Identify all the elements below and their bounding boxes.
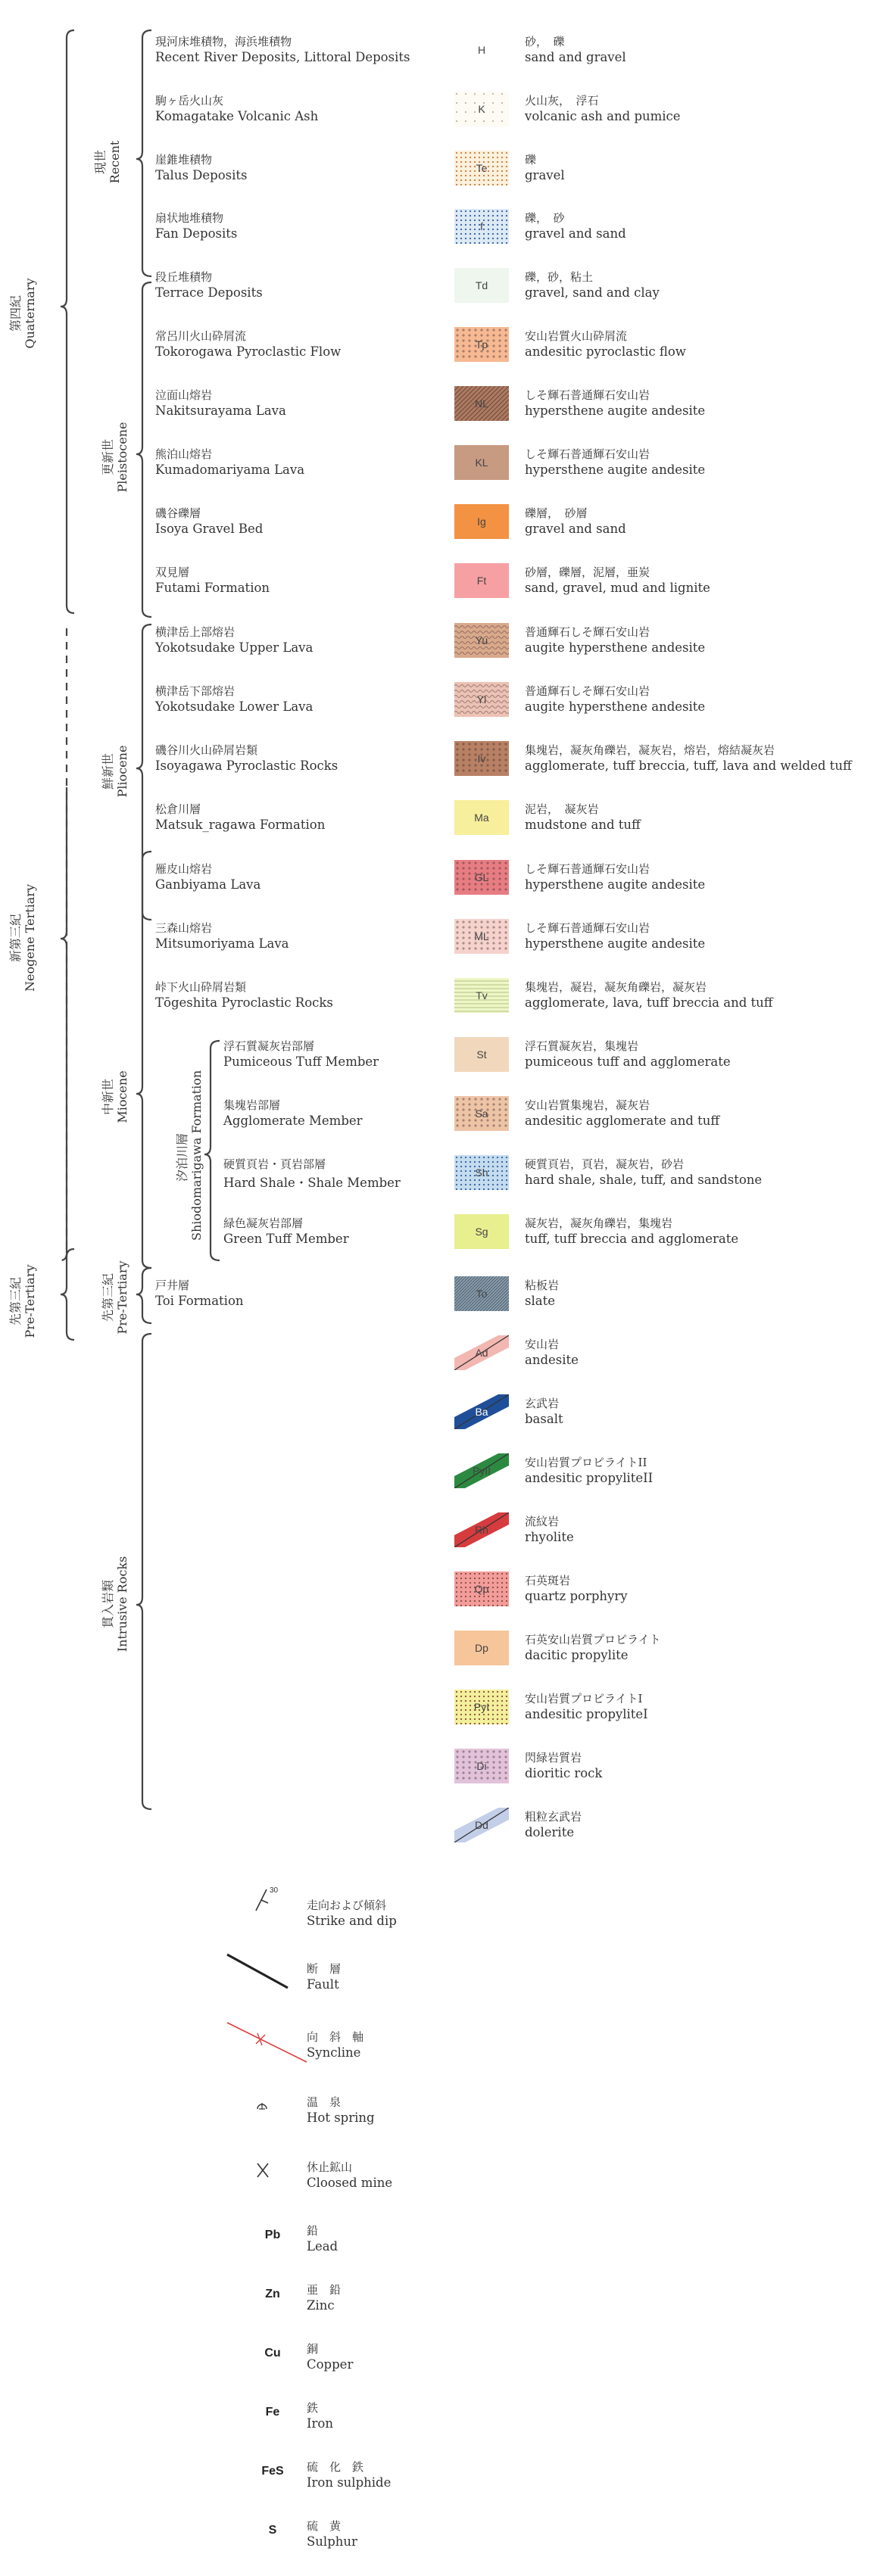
lithology-jp: しそ輝石普通輝石安山岩 xyxy=(525,862,650,876)
lithology-jp: 普通輝石しそ輝石安山岩 xyxy=(525,625,650,639)
legend-swatch xyxy=(454,682,509,717)
epoch-label-pliocene xyxy=(101,711,129,832)
unit-name-jp: 磯谷川火山砕屑岩類 xyxy=(155,743,258,757)
swatch-code: Tp xyxy=(475,338,488,350)
era-label-pre-tertiary xyxy=(8,1241,37,1362)
symbol-label-en: Sulphur xyxy=(307,2534,357,2549)
unit-name-en: Isoyagawa Pyroclastic Rocks xyxy=(155,758,338,773)
lithology-en: agglomerate, tuff breccia, tuff, lava and welded tuff xyxy=(525,758,852,773)
lithology-en: rhyolite xyxy=(525,1530,574,1544)
lithology-en: hard shale, shale, tuff, and sandstone xyxy=(525,1173,763,1187)
swatch-code: PyII xyxy=(472,1465,491,1477)
swatch-code: Te xyxy=(476,162,488,174)
unit-name-en: Agglomerate Member xyxy=(223,1114,363,1128)
symbol-label-jp: 銅 xyxy=(307,2342,319,2356)
symbol-label-jp: 休止鉱山 xyxy=(307,2160,353,2174)
legend-swatch xyxy=(454,1335,509,1370)
legend-swatch xyxy=(454,268,509,303)
lithology-jp: 普通輝石しそ輝石安山岩 xyxy=(525,684,650,698)
unit-name-en: Futami Formation xyxy=(155,581,270,595)
unit-name-jp: 双見層 xyxy=(155,565,190,579)
unit-name-jp: 駒ヶ岳火山灰 xyxy=(155,94,224,107)
lithology-en: andesitic agglomerate and tuff xyxy=(525,1114,720,1128)
lithology-en: quartz porphyry xyxy=(525,1589,628,1603)
lithology-jp: 流紋岩 xyxy=(525,1515,560,1528)
legend-swatch xyxy=(454,978,509,1013)
unit-name-jp: 集塊岩部層 xyxy=(223,1098,281,1112)
era-label-en: Neogene Tertiary xyxy=(23,884,37,992)
legend-swatch xyxy=(454,1690,509,1724)
lithology-en: andesitic propyliteI xyxy=(525,1707,648,1721)
legend-swatch xyxy=(454,1096,509,1131)
lithology-jp: 閃緑岩質岩 xyxy=(525,1751,582,1765)
epoch-label-en: Pleistocene xyxy=(115,422,129,493)
lithology-en: dolerite xyxy=(525,1825,575,1839)
unit-name-en: Pumiceous Tuff Member xyxy=(223,1054,379,1069)
swatch-code: Dp xyxy=(475,1642,488,1654)
unit-name-jp: 泣面山熔岩 xyxy=(155,388,213,402)
epoch-label-pleistocene xyxy=(101,397,129,518)
swatch-code: Dd xyxy=(475,1819,488,1831)
epoch-label-jp: 鮮新世 xyxy=(101,753,115,790)
lithology-jp: 安山岩質集塊岩，凝灰岩 xyxy=(525,1098,650,1112)
lithology-en: dacitic propylite xyxy=(525,1648,629,1662)
lithology-en: andesitic pyroclastic flow xyxy=(525,344,686,359)
lithology-jp: 砂層，礫層，泥層，亜炭 xyxy=(525,565,650,579)
swatch-code: Yu xyxy=(475,634,488,646)
lithology-jp: 石英安山岩質プロピライト xyxy=(525,1633,661,1646)
lithology-en: hypersthene augite andesite xyxy=(525,936,706,951)
symbol-label-jp: 温 泉 xyxy=(307,2095,342,2109)
lithology-en: hypersthene augite andesite xyxy=(525,877,706,892)
symbol-label-en: Zinc xyxy=(307,2298,335,2313)
unit-name-en: Kumadomariyama Lava xyxy=(155,463,305,477)
unit-name-en: Komagatake Volcanic Ash xyxy=(155,109,319,123)
lithology-jp: 安山岩質プロピライトII xyxy=(525,1456,647,1469)
lithology-en: basalt xyxy=(525,1412,563,1426)
legend-swatch xyxy=(454,1155,509,1190)
swatch-code: PyI xyxy=(473,1701,490,1713)
symbol-label-en: Cloosed mine xyxy=(307,2176,393,2190)
lithology-jp: 礫 xyxy=(525,153,537,167)
legend-swatch xyxy=(454,1808,509,1842)
epoch-label-jp: 更新世 xyxy=(101,439,115,476)
legend-swatch xyxy=(454,741,509,776)
lithology-jp: 礫層， 砂層 xyxy=(525,506,588,520)
epoch-label-jp: 貫入岩類 xyxy=(101,1580,115,1629)
formation-label-jp: 汐泊川層 xyxy=(175,1133,189,1182)
lithology-jp: 砂， 礫 xyxy=(525,35,565,48)
legend-swatch xyxy=(454,327,509,362)
lithology-jp: 礫，砂，粘土 xyxy=(525,270,594,284)
legend-swatch xyxy=(454,386,509,421)
legend-swatch xyxy=(454,33,509,67)
swatch-code: Iv xyxy=(477,752,486,765)
swatch-code: Tv xyxy=(476,989,488,1001)
lithology-en: gravel and sand xyxy=(525,522,626,536)
formation-label-en: Shiodomarigawa Formation xyxy=(189,1070,204,1241)
epoch-label-en: Pre-Tertiary xyxy=(115,1260,129,1335)
lithology-jp: 集塊岩，凝灰角礫岩，凝灰岩，熔岩，熔結凝灰岩 xyxy=(525,743,775,757)
swatch-code: Di xyxy=(476,1760,487,1772)
formation-label-shiodomarigawa xyxy=(175,1070,204,1241)
legend-swatch xyxy=(454,1394,509,1429)
unit-name-jp: 熊泊山熔岩 xyxy=(155,447,213,461)
swatch-code: Yl xyxy=(476,693,487,706)
legend-swatch xyxy=(454,919,509,954)
legend-swatch xyxy=(454,1037,509,1072)
symbol-label-jp: 亜 鉛 xyxy=(307,2283,342,2297)
swatch-code: Sa xyxy=(475,1107,488,1120)
unit-name-jp: 浮石質凝灰岩部層 xyxy=(223,1039,315,1053)
lithology-en: augite hypersthene andesite xyxy=(525,640,706,655)
lithology-en: sand, gravel, mud and lignite xyxy=(525,581,710,595)
symbol-label-jp: 鉄 xyxy=(307,2401,319,2415)
swatch-code: Ft xyxy=(476,575,487,587)
unit-name-jp: 磯谷礫層 xyxy=(155,506,201,520)
symbol-label-jp: 硫 化 鉄 xyxy=(307,2460,364,2474)
lithology-jp: しそ輝石普通輝石安山岩 xyxy=(525,921,650,935)
lithology-jp: 泥岩， 凝灰岩 xyxy=(525,802,599,816)
lithology-en: augite hypersthene andesite xyxy=(525,699,706,714)
unit-name-en: Nakitsurayama Lava xyxy=(155,403,286,418)
unit-name-jp: 崖錐堆積物 xyxy=(155,153,213,167)
lithology-jp: しそ輝石普通輝石安山岩 xyxy=(525,388,650,402)
swatch-code: Ba xyxy=(475,1406,488,1418)
unit-name-en: Terrace Deposits xyxy=(155,285,263,300)
mineral-symbol: Pb xyxy=(264,2229,281,2241)
swatch-code: Rh xyxy=(475,1524,488,1536)
fault-icon xyxy=(227,1955,318,2008)
unit-name-en: Yokotsudake Upper Lava xyxy=(155,640,314,655)
unit-name-jp: 常呂川火山砕屑流 xyxy=(155,329,247,343)
swatch-code: Ig xyxy=(477,516,486,528)
legend-swatch xyxy=(454,92,509,126)
swatch-code: H xyxy=(477,44,486,56)
symbol-label-en: Strike and dip xyxy=(307,1914,397,1928)
unit-name-jp: 松倉川層 xyxy=(155,802,201,816)
legend-swatch xyxy=(454,209,509,244)
symbol-label-jp: 走向および傾斜 xyxy=(307,1899,387,1912)
swatch-code: K xyxy=(478,103,485,115)
legend-swatch xyxy=(454,1749,509,1783)
legend-swatch xyxy=(454,1276,509,1311)
symbol-label-jp: 鉛 xyxy=(307,2224,319,2238)
legend-swatch xyxy=(454,563,509,598)
legend-swatch xyxy=(454,151,509,185)
epoch-label-jp: 現世 xyxy=(93,150,108,175)
symbol-label-en: Iron xyxy=(307,2416,333,2431)
epoch-label-en: Miocene xyxy=(115,1070,129,1123)
epoch-label-en: Pliocene xyxy=(115,745,129,798)
legend-swatch xyxy=(454,800,509,835)
unit-name-en: Isoya Gravel Bed xyxy=(155,522,264,536)
unit-name-en: Hard Shale・Shale Member xyxy=(223,1176,401,1190)
legend-swatch xyxy=(454,504,509,539)
lithology-en: hypersthene augite andesite xyxy=(525,403,706,418)
era-label-jp: 新第三紀 xyxy=(8,914,23,963)
syncline-icon xyxy=(227,2023,318,2076)
lithology-jp: 凝灰岩，凝灰角礫岩，集塊岩 xyxy=(525,1216,673,1230)
swatch-code: KL xyxy=(475,456,488,469)
era-label-quaternary xyxy=(8,253,37,374)
swatch-code: Qp xyxy=(474,1583,489,1595)
lithology-en: hypersthene augite andesite xyxy=(525,463,706,477)
lithology-en: sand and gravel xyxy=(525,50,626,64)
lithology-en: agglomerate, lava, tuff breccia and tuff xyxy=(525,995,773,1010)
epoch-label-jp: 先第三紀 xyxy=(101,1273,115,1322)
unit-name-jp: 横津岳下部熔岩 xyxy=(155,684,236,698)
epoch-label-en: Intrusive Rocks xyxy=(115,1556,129,1652)
legend-swatch xyxy=(454,623,509,658)
unit-name-en: Yokotsudake Lower Lava xyxy=(155,699,314,714)
symbol-label-jp: 向 斜 軸 xyxy=(307,2030,364,2044)
unit-name-jp: 戸井層 xyxy=(155,1279,190,1292)
era-label-en: Quaternary xyxy=(23,278,37,349)
symbol-label-en: Fault xyxy=(307,1977,339,1992)
unit-name-en: Talus Deposits xyxy=(155,168,248,182)
unit-name-en: Tokorogawa Pyroclastic Flow xyxy=(155,344,342,359)
mineral-symbol: Cu xyxy=(264,2347,281,2360)
lithology-en: pumiceous tuff and agglomerate xyxy=(525,1054,731,1069)
lithology-en: volcanic ash and pumice xyxy=(525,109,681,123)
lithology-jp: しそ輝石普通輝石安山岩 xyxy=(525,447,650,461)
lithology-jp: 礫， 砂 xyxy=(525,211,565,225)
legend-swatch xyxy=(454,1631,509,1665)
epoch-label-intrusive xyxy=(101,1536,129,1672)
swatch-code: NL xyxy=(475,397,488,410)
symbol-label-jp: 断 層 xyxy=(307,1962,342,1976)
lithology-en: slate xyxy=(525,1294,555,1308)
era-label-en: Pre-Tertiary xyxy=(23,1264,37,1338)
lithology-jp: 粗粒玄武岩 xyxy=(525,1810,582,1824)
legend-swatch xyxy=(454,1214,509,1249)
lithology-en: tuff, tuff breccia and agglomerate xyxy=(525,1232,739,1246)
unit-name-jp: 横津岳上部熔岩 xyxy=(155,625,236,639)
swatch-code: Ma xyxy=(474,811,489,824)
lithology-jp: 玄武岩 xyxy=(525,1397,560,1410)
lithology-jp: 集塊岩，凝岩，凝灰角礫岩，凝灰岩 xyxy=(525,980,707,994)
strike-dip-icon xyxy=(220,1883,310,1936)
swatch-code: Sh xyxy=(475,1167,488,1179)
unit-name-en: Ganbiyama Lava xyxy=(155,877,261,892)
unit-name-jp: 現河床堆積物，海浜堆積物 xyxy=(155,35,292,48)
swatch-code: Sg xyxy=(475,1226,488,1238)
unit-name-en: Mitsumoriyama Lava xyxy=(155,936,289,951)
mineral-symbol: Zn xyxy=(265,2288,280,2300)
svg-text:30: 30 xyxy=(270,1886,279,1895)
unit-name-en: Toi Formation xyxy=(155,1294,244,1308)
lithology-en: gravel xyxy=(525,168,565,182)
mineral-symbol: FeS xyxy=(261,2465,284,2478)
symbol-label-jp: 硫 黄 xyxy=(307,2519,342,2533)
legend-swatch xyxy=(454,1453,509,1488)
lithology-jp: 浮石質凝灰岩，集塊岩 xyxy=(525,1039,639,1053)
swatch-code: ML xyxy=(474,930,489,942)
swatch-code: Td xyxy=(475,279,488,291)
epoch-label-recent xyxy=(93,109,122,215)
unit-name-en: Tōgeshita Pyroclastic Rocks xyxy=(155,995,333,1010)
symbol-label-en: Hot spring xyxy=(307,2110,375,2125)
lithology-en: dioritic rock xyxy=(525,1766,603,1780)
lithology-en: gravel and sand xyxy=(525,226,626,241)
swatch-code: Ad xyxy=(475,1347,488,1359)
mineral-symbol: Fe xyxy=(265,2406,280,2419)
lithology-jp: 安山岩質プロピライトI xyxy=(525,1692,643,1705)
legend-swatch xyxy=(454,1571,509,1606)
mineral-symbol: S xyxy=(268,2524,277,2537)
era-label-jp: 第四紀 xyxy=(8,295,23,332)
symbol-label-en: Syncline xyxy=(307,2045,361,2060)
unit-name-jp: 三森山熔岩 xyxy=(155,921,213,935)
unit-name-jp: 扇状地堆積物 xyxy=(155,211,224,225)
symbol-label-en: Iron sulphide xyxy=(307,2475,392,2490)
unit-name-jp: 硬質頁岩・頁岩部層 xyxy=(223,1157,326,1171)
epoch-label-en: Recent xyxy=(108,140,122,184)
unit-name-en: Recent River Deposits, Littoral Deposits xyxy=(155,50,410,64)
epoch-label-miocene xyxy=(101,1036,129,1157)
symbol-label-en: Lead xyxy=(307,2239,338,2254)
lithology-en: gravel, sand and clay xyxy=(525,285,660,300)
swatch-code: St xyxy=(476,1048,487,1061)
swatch-code: To xyxy=(476,1288,488,1300)
legend-swatch xyxy=(454,1512,509,1547)
legend-swatch xyxy=(454,445,509,480)
unit-name-en: Matsuk_ragawa Formation xyxy=(155,818,326,832)
unit-name-jp: 緑色凝灰岩部層 xyxy=(223,1216,304,1230)
legend-swatch xyxy=(454,860,509,895)
lithology-jp: 安山岩 xyxy=(525,1338,560,1351)
swatch-code: f xyxy=(480,220,483,232)
era-label-neogene xyxy=(8,877,37,998)
lithology-jp: 粘板岩 xyxy=(525,1279,560,1292)
unit-name-jp: 段丘堆積物 xyxy=(155,270,213,284)
epoch-label-pre-tertiary xyxy=(101,1237,129,1358)
lithology-en: andesitic propyliteII xyxy=(525,1471,654,1485)
epoch-label-jp: 中新世 xyxy=(101,1079,115,1116)
lithology-en: mudstone and tuff xyxy=(525,818,641,832)
lithology-jp: 安山岩質火山砕屑流 xyxy=(525,329,628,343)
lithology-jp: 火山灰， 浮石 xyxy=(525,94,599,107)
unit-name-jp: 雁皮山熔岩 xyxy=(155,862,213,876)
era-label-jp: 先第三紀 xyxy=(8,1277,23,1326)
swatch-code: GL xyxy=(474,871,489,883)
unit-name-en: Green Tuff Member xyxy=(223,1232,349,1246)
lithology-en: andesite xyxy=(525,1353,579,1367)
lithology-jp: 硬質頁岩，頁岩，凝灰岩，砂岩 xyxy=(525,1157,685,1171)
lithology-jp: 石英斑岩 xyxy=(525,1574,571,1587)
unit-name-jp: 峠下火山砕屑岩類 xyxy=(155,980,247,994)
symbol-label-en: Copper xyxy=(307,2357,354,2372)
unit-name-en: Fan Deposits xyxy=(155,226,238,241)
